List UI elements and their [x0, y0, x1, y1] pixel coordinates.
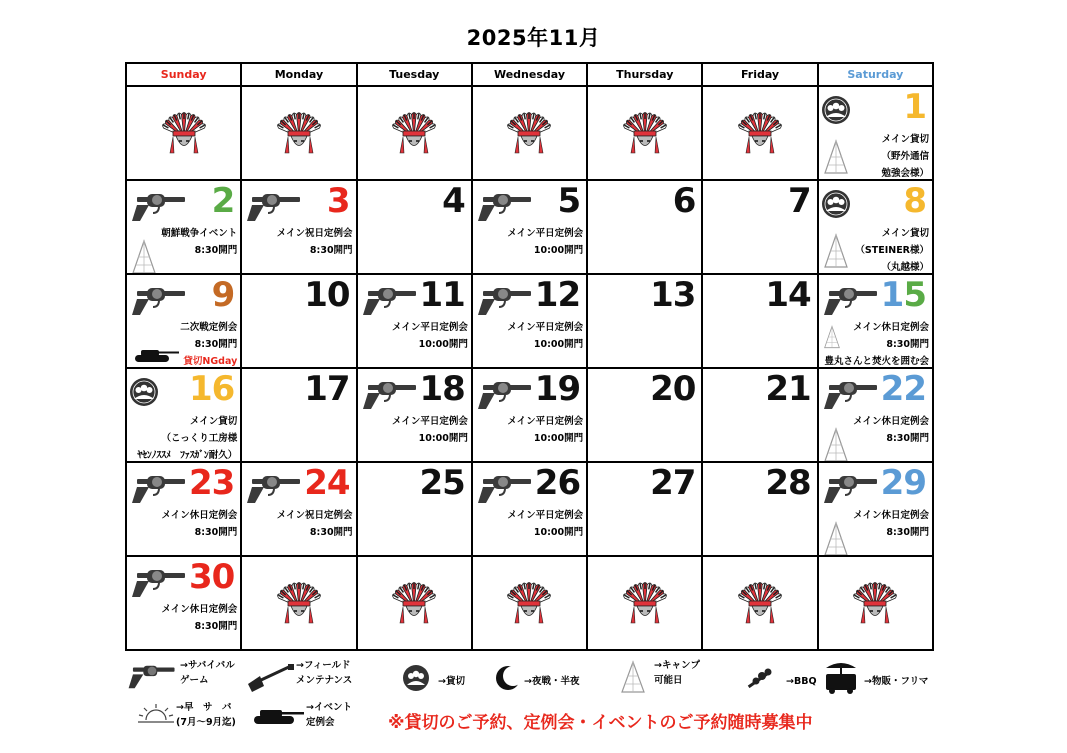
revolver-icon: [244, 189, 302, 223]
empty-day-cell[interactable]: [587, 86, 702, 180]
event-line: 8:30開門: [194, 527, 238, 538]
event-line: メイン平日定例会: [507, 510, 584, 521]
moon-icon: [494, 664, 522, 692]
event-details: [507, 319, 583, 353]
day-cell[interactable]: [702, 368, 817, 462]
revolver-icon: [475, 283, 533, 317]
day-cell[interactable]: [241, 274, 356, 368]
legend-shop: →物販・フリマ: [864, 676, 929, 687]
tipi-icon: [823, 521, 849, 556]
revolver-icon: [244, 471, 302, 505]
day-cell[interactable]: [472, 274, 587, 368]
indian-chief-logo-icon: [273, 577, 325, 629]
day-number: 22: [880, 369, 926, 409]
event-line: 貸切NGday: [183, 356, 238, 367]
event-line: 8:30開門: [194, 621, 238, 632]
event-line: 8:30開門: [194, 245, 238, 256]
weekday-wednesday: Wednesday: [472, 63, 587, 86]
day-number: 29: [880, 463, 926, 503]
event-details: [507, 225, 583, 259]
day-number: [881, 277, 926, 313]
revolver-icon: [475, 377, 533, 411]
day-number: 11: [419, 275, 465, 315]
indian-chief-logo-icon: [158, 107, 210, 159]
event-line: 10:00開門: [418, 339, 468, 350]
event-details: [507, 413, 583, 447]
day-cell[interactable]: [241, 180, 356, 274]
event-line: 8:30開門: [194, 339, 238, 350]
indian-chief-logo-icon: [388, 107, 440, 159]
event-details: [180, 319, 237, 368]
event-line: 8:30開門: [309, 245, 353, 256]
event-line: メイン祝日定例会: [276, 510, 353, 521]
day-number: 13: [650, 275, 696, 315]
day-number: 21: [765, 369, 811, 409]
event-details: [277, 225, 353, 259]
event-line: メイン休日定例会: [853, 510, 929, 521]
day-cell[interactable]: [126, 180, 241, 274]
empty-day-cell[interactable]: [472, 556, 587, 650]
event-line: （野外通信: [881, 151, 929, 162]
day-number: 2: [211, 181, 235, 221]
day-number: 30: [188, 557, 235, 597]
weekday-header-row: [126, 63, 933, 86]
day-cell[interactable]: [241, 462, 356, 556]
tipi-icon: [620, 660, 646, 694]
event-line: メイン平日定例会: [507, 416, 584, 427]
tipi-icon: [823, 427, 849, 462]
indian-chief-logo-icon: [619, 107, 671, 159]
revolver-icon: [475, 189, 533, 223]
day-number: 26: [534, 463, 581, 503]
day-cell[interactable]: [357, 180, 472, 274]
day-number: 28: [765, 463, 811, 503]
empty-day-cell[interactable]: [702, 556, 817, 650]
event-line: （こっくり工房様: [161, 433, 238, 444]
weekday-tuesday: Tuesday: [357, 63, 472, 86]
week-row: [126, 86, 933, 180]
day-cell[interactable]: [126, 368, 241, 462]
event-line: メイン平日定例会: [392, 322, 468, 333]
bbq-icon: [744, 664, 780, 694]
legend-night: →夜戦・半夜: [524, 676, 580, 687]
day-cell[interactable]: [241, 368, 356, 462]
revolver-icon: [360, 283, 418, 317]
event-line: 二次戦定例会: [180, 322, 238, 333]
event-details: [881, 131, 929, 180]
day-number: 18: [419, 369, 465, 409]
legend-survival: →サバイバル ゲーム: [180, 660, 235, 686]
event-details: [855, 225, 929, 274]
event-line: 10:00開門: [533, 245, 584, 256]
shovel-icon: [246, 662, 296, 694]
event-line: 豊丸さんと焚火を囲む会: [824, 356, 929, 367]
kashi-icon: [821, 95, 851, 125]
event-line: 8:30開門: [886, 527, 929, 538]
day-cell[interactable]: [702, 274, 817, 368]
empty-day-cell[interactable]: [702, 86, 817, 180]
tipi-icon: [823, 233, 849, 269]
kashi-icon: [402, 664, 430, 692]
day-number: 14: [765, 275, 811, 315]
event-details: [853, 507, 929, 541]
weekday-friday: Friday: [702, 63, 817, 86]
empty-day-cell[interactable]: [126, 86, 241, 180]
indian-chief-logo-icon: [503, 577, 555, 629]
event-line: メイン平日定例会: [507, 322, 584, 333]
kashi-icon: [821, 189, 851, 219]
event-line: メイン祝日定例会: [276, 228, 353, 239]
weekday-monday: Monday: [241, 63, 356, 86]
day-cell[interactable]: [126, 556, 241, 650]
revolver-icon: [821, 283, 879, 317]
legend-event: →イベント 定例会: [306, 702, 352, 728]
revolver-icon: [129, 283, 187, 317]
event-details: [392, 413, 468, 447]
event-line: 10:00開門: [533, 433, 584, 444]
day-number: 17: [304, 369, 350, 409]
day-number: 5: [557, 181, 581, 221]
revolver-icon: [475, 471, 533, 505]
weekday-sunday: Sunday: [126, 63, 241, 86]
event-details: [138, 413, 238, 462]
event-line: 8:30開門: [309, 527, 353, 538]
calendar-grid: [125, 62, 934, 651]
event-line: メイン休日定例会: [853, 322, 929, 333]
event-line: 8:30開門: [886, 339, 929, 350]
tipi-icon: [823, 139, 849, 175]
day-cell[interactable]: [587, 368, 702, 462]
day-cell[interactable]: [818, 86, 933, 180]
empty-day-cell[interactable]: [587, 556, 702, 650]
event-line: 10:00開門: [533, 527, 584, 538]
event-line: （丸越様）: [881, 262, 929, 273]
event-line: メイン貸切: [881, 134, 929, 145]
week-row: [126, 180, 933, 274]
day-number: 23: [188, 463, 235, 503]
week-row: [126, 368, 933, 462]
day-number: 3: [326, 181, 350, 221]
legend-kashi: →貸切: [438, 676, 465, 687]
day-number: 16: [188, 369, 235, 409]
weekday-saturday: Saturday: [818, 63, 933, 86]
indian-chief-logo-icon: [734, 577, 786, 629]
page-title: 2025年11月: [466, 26, 601, 50]
indian-chief-logo-icon: [503, 107, 555, 159]
reservation-notice: ※貸切のご予約、定例会・イベントのご予約随時募集中: [388, 713, 813, 733]
day-number: 24: [304, 463, 350, 503]
legend-bbq: →BBQ: [786, 676, 817, 687]
day-cell[interactable]: [702, 462, 817, 556]
event-line: 勉強会様）: [881, 168, 929, 179]
day-digit: 5: [903, 275, 926, 315]
event-line: ﾔｾﾝﾉｽｽﾒ ﾌｧｽｶﾞﾝ耐久）: [137, 450, 238, 461]
legend-early: →早 サ バ (7月〜9月迄): [176, 702, 236, 728]
day-number: 10: [304, 275, 350, 315]
day-number: 6: [672, 181, 696, 221]
legend-maintenance: →フィールド メンテナンス: [296, 660, 353, 686]
event-details: [161, 225, 237, 259]
day-cell[interactable]: [587, 180, 702, 274]
tank-icon: [131, 345, 179, 363]
empty-day-cell[interactable]: [357, 86, 472, 180]
day-number: 19: [534, 369, 581, 409]
day-number: 20: [650, 369, 696, 409]
week-row: [126, 462, 933, 556]
revolver-icon: [821, 471, 879, 505]
empty-day-cell[interactable]: [241, 86, 356, 180]
day-cell[interactable]: [818, 180, 933, 274]
indian-chief-logo-icon: [734, 107, 786, 159]
week-row: [126, 274, 933, 368]
sunrise-icon: [136, 702, 176, 726]
event-details: [392, 319, 468, 353]
day-number: 7: [788, 181, 811, 221]
weekday-thursday: Thursday: [587, 63, 702, 86]
indian-chief-logo-icon: [849, 577, 901, 629]
day-number: 25: [419, 463, 465, 503]
indian-chief-logo-icon: [273, 107, 325, 159]
day-digit: 1: [880, 275, 904, 315]
day-cell[interactable]: [818, 274, 933, 368]
event-line: メイン貸切: [881, 228, 929, 239]
event-line: 8:30開門: [886, 433, 929, 444]
revolver-icon: [360, 377, 418, 411]
day-number: 27: [650, 463, 696, 503]
empty-day-cell[interactable]: [472, 86, 587, 180]
empty-day-cell[interactable]: [357, 556, 472, 650]
indian-chief-logo-icon: [619, 577, 671, 629]
shop-stall-icon: [822, 660, 860, 694]
revolver-icon: [129, 189, 187, 223]
day-cell[interactable]: [472, 462, 587, 556]
day-cell[interactable]: [126, 274, 241, 368]
calendar-body: [126, 86, 933, 650]
event-details: [507, 507, 583, 541]
event-details: [161, 601, 237, 635]
day-number: 8: [903, 181, 926, 221]
day-number: 1: [903, 87, 926, 127]
day-cell[interactable]: [702, 180, 817, 274]
day-number: 9: [211, 275, 235, 315]
event-details: [853, 413, 929, 447]
event-line: メイン休日定例会: [853, 416, 929, 427]
day-number: 4: [442, 181, 465, 221]
week-row: [126, 556, 933, 650]
event-details: [277, 507, 353, 541]
revolver-icon: [129, 565, 187, 599]
event-details: [824, 319, 929, 368]
day-number: 12: [534, 275, 581, 315]
revolver-icon: [129, 471, 187, 505]
tank-icon: [248, 704, 304, 726]
event-line: メイン休日定例会: [161, 510, 238, 521]
empty-day-cell[interactable]: [818, 556, 933, 650]
event-line: メイン平日定例会: [507, 228, 584, 239]
legend-camp: →キャンプ 可能日: [654, 660, 700, 686]
day-cell[interactable]: [587, 274, 702, 368]
day-cell[interactable]: [587, 462, 702, 556]
event-line: メイン休日定例会: [161, 604, 238, 615]
tipi-icon: [131, 239, 157, 274]
indian-chief-logo-icon: [388, 577, 440, 629]
day-cell[interactable]: [818, 368, 933, 462]
event-line: 10:00開門: [533, 339, 584, 350]
kashi-icon: [129, 377, 159, 407]
day-cell[interactable]: [472, 180, 587, 274]
revolver-icon: [821, 377, 879, 411]
day-cell[interactable]: [357, 462, 472, 556]
event-details: [161, 507, 237, 541]
empty-day-cell[interactable]: [241, 556, 356, 650]
day-cell[interactable]: [472, 368, 587, 462]
day-cell[interactable]: [357, 274, 472, 368]
day-cell[interactable]: [126, 462, 241, 556]
event-line: メイン貸切: [189, 416, 238, 427]
revolver-icon: [126, 660, 178, 694]
event-line: メイン平日定例会: [392, 416, 468, 427]
event-line: （STEINER様）: [855, 245, 929, 256]
day-cell[interactable]: [818, 462, 933, 556]
event-line: 10:00開門: [418, 433, 468, 444]
event-line: 朝鮮戦争イベント: [161, 228, 238, 239]
day-cell[interactable]: [357, 368, 472, 462]
